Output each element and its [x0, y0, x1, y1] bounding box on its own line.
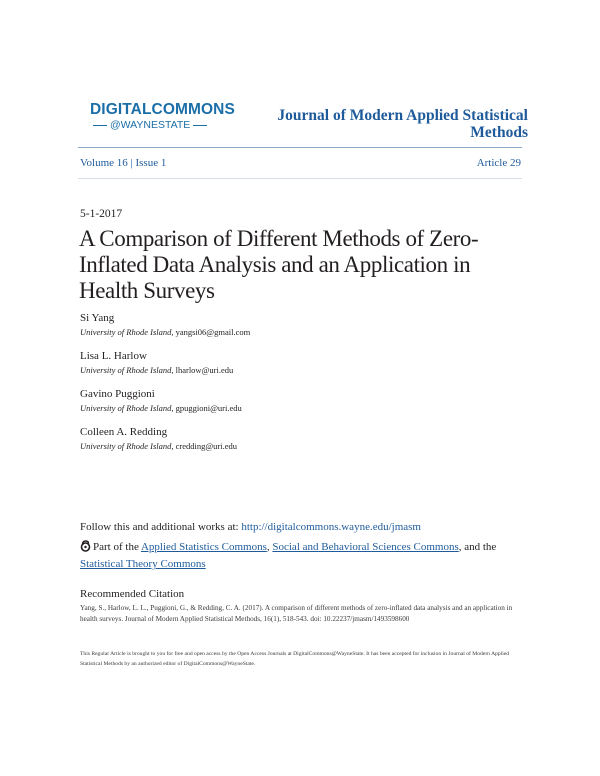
recommended-citation-text: Yang, S., Harlow, L. L., Puggioni, G., & Redding, C. A. (2017). A comparison of different methods of zero-inflated data analysis and an application in health surveys. Journal of Modern Applied Statistical Methods, 16(1), 518-543. doi: 10.22237/jmasm/1493598600 — [80, 604, 513, 623]
open-access-icon — [80, 540, 91, 557]
article-number-link[interactable]: Article 29 — [476, 157, 521, 169]
and-the-text: , and the — [458, 541, 497, 553]
commons-comma: , — [266, 541, 273, 553]
author-name[interactable]: Colleen A. Redding — [80, 426, 168, 438]
author-institution: University of Rhode Island — [80, 441, 172, 451]
statistical-theory-commons-link[interactable]: Statistical Theory Commons — [80, 558, 206, 570]
author-email: , yangsi06@gmail.com — [171, 327, 251, 337]
follow-url-link[interactable]: http://digitalcommons.wayne.edu/jmasm — [241, 521, 421, 533]
social-behavioral-sciences-commons-link[interactable]: Social and Behavioral Sciences Commons — [272, 541, 459, 553]
author-affiliation — [80, 441, 237, 451]
logo-rule-left — [93, 125, 107, 126]
logo-rule-right — [193, 125, 207, 126]
author-affiliation — [80, 365, 233, 375]
author-email: , lharlow@uri.edu — [171, 365, 234, 375]
author-name[interactable]: Gavino Puggioni — [80, 388, 155, 400]
volume-link[interactable]: Volume 16 — [80, 157, 128, 169]
part-of-line — [80, 540, 530, 572]
author-name[interactable]: Si Yang — [80, 312, 115, 324]
article-title: A Comparison of Different Methods of Zero-Inflated Data Analysis and an Application in Health Surveys — [79, 226, 479, 303]
logo-bottom-text: @WAYNESTATE — [110, 119, 191, 131]
digitalcommons-logo-bottom[interactable] — [90, 119, 220, 131]
follow-prefix: Follow this and additional works at: — [80, 521, 242, 533]
author-institution: University of Rhode Island — [80, 327, 172, 337]
header-divider-secondary — [78, 178, 522, 179]
recommended-citation-heading: Recommended Citation — [80, 588, 185, 600]
author-affiliation — [80, 327, 250, 337]
follow-line — [80, 521, 421, 533]
author-email: , gpuggioni@uri.edu — [171, 403, 242, 413]
author-email: , credding@uri.edu — [171, 441, 238, 451]
author-institution: University of Rhode Island — [80, 403, 172, 413]
author-name[interactable]: Lisa L. Harlow — [80, 350, 147, 362]
author-institution: University of Rhode Island — [80, 365, 172, 375]
author-affiliation — [80, 403, 242, 413]
publication-date: 5-1-2017 — [80, 208, 123, 220]
digitalcommons-logo-top[interactable]: DIGITALCOMMONS — [90, 101, 235, 118]
access-notice: This Regular Article is brought to you for free and open access by the Open Access Journals at DigitalCommons@WayneState. It has been accepted for inclusion in Journal of Modern Applied Statistical Methods by an authorized editor of DigitalCommons@WayneState. — [80, 651, 510, 667]
issue-link[interactable]: Issue 1 — [135, 157, 167, 169]
journal-title-link[interactable]: Journal of Modern Applied Statistical Methods — [277, 107, 528, 141]
part-of-prefix: Part of the — [93, 541, 141, 553]
applied-statistics-commons-link[interactable]: Applied Statistics Commons — [140, 541, 267, 553]
volume-issue — [80, 157, 166, 169]
header-divider — [78, 147, 522, 148]
volume-issue-separator: | — [130, 157, 133, 169]
